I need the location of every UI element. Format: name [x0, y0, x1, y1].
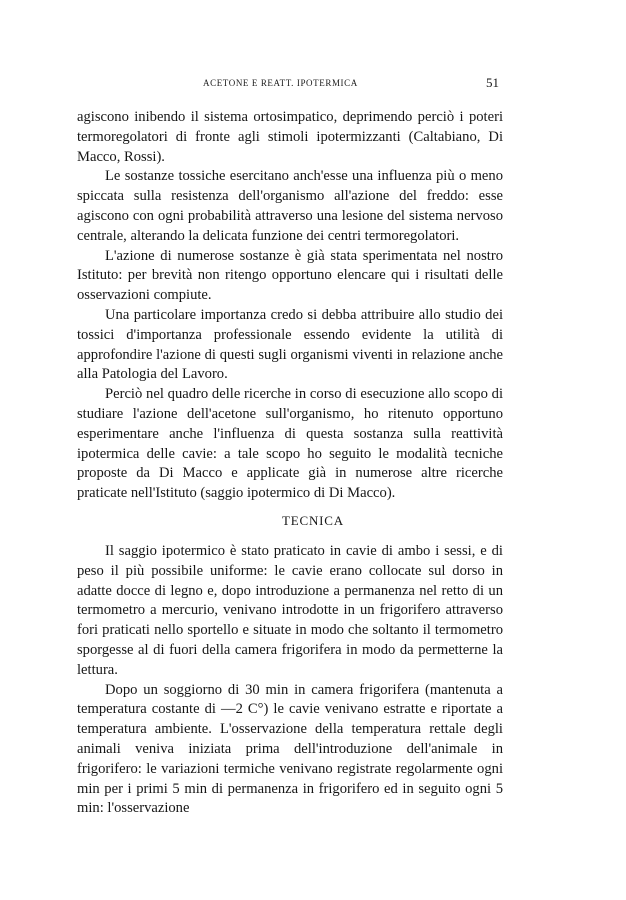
- paragraph: Il saggio ipotermico è stato praticato in cavie di ambo i sessi, e di peso il più possibile uniforme: le cavie erano collocate sul dorso in adatte docce di legno e, dopo introduzione a permanenza nel retto di un termometro a mercurio, venivano introdotte in un frigorifero attraverso fori praticati nello sportello e situate in modo che soltanto il termometro sporgesse al di fuori della camera frigorifera in modo da permetterne la lettura.: [77, 543, 503, 678]
- paragraph: L'azione di numerose sostanze è già stata sperimentata nel nostro Istituto: per brevità non ritengo opportuno elencare qui i risultati delle osservazioni compiute.: [77, 247, 503, 304]
- paragraph: agiscono inibendo il sistema ortosimpatico, deprimendo perciò i poteri termoregolatori di fronte agli stimoli ipotermizzanti (Caltabiano, Di Macco, Rossi).: [77, 109, 503, 165]
- text-block-intro: [77, 108, 503, 504]
- paragraph: Dopo un soggiorno di 30 min in camera frigorifera (mantenuta a temperatura costante di —2 C°) le cavie venivano estratte e riportate a temperatura ambiente. L'osservazione della temperatura rettale degli animali veniva iniziata prima dell'introduzione dell'animale in frigorifero: le variazioni termiche venivano registrate regolarmente ogni min per i primi 5 min di permanenza in frigorifero ed in seguito ogni 5 min: l'osservazione: [77, 681, 503, 817]
- paragraph: Una particolare importanza credo si debba attribuire allo studio dei tossici d'importanza professionale essendo evidente la utilità di approfondire l'azione di questi sugli organismi viventi in relazione anche alla Patologia del Lavoro.: [77, 306, 503, 383]
- text-block-tecnica: [77, 542, 503, 819]
- page-number: 51: [486, 75, 499, 90]
- paragraph: Perciò nel quadro delle ricerche in corso di esecuzione allo scopo di studiare l'azione dell'acetone sull'organismo, ho ritenuto opportuno esperimentare anche l'influenza di questa sostanza sulla reattività ipotermica delle cavie: a tale scopo ho seguito le modalità tecniche proposte da Di Macco e applicate già in numerose altre ricerche praticate nell'Istituto (saggio ipotermico di Di Macco).: [77, 386, 503, 502]
- paragraph: Le sostanze tossiche esercitano anch'esse una influenza più o meno spiccata sulla resistenza dell'organismo all'azione del freddo: esse agiscono con ogni probabilità attraverso una lesione del sistema nervoso centrale, alterando la delicata funzione dei centri termoregolatori.: [77, 168, 503, 244]
- running-head: ACETONE E REATT. IPOTERMICA: [203, 78, 358, 88]
- section-heading: TECNICA: [282, 513, 344, 528]
